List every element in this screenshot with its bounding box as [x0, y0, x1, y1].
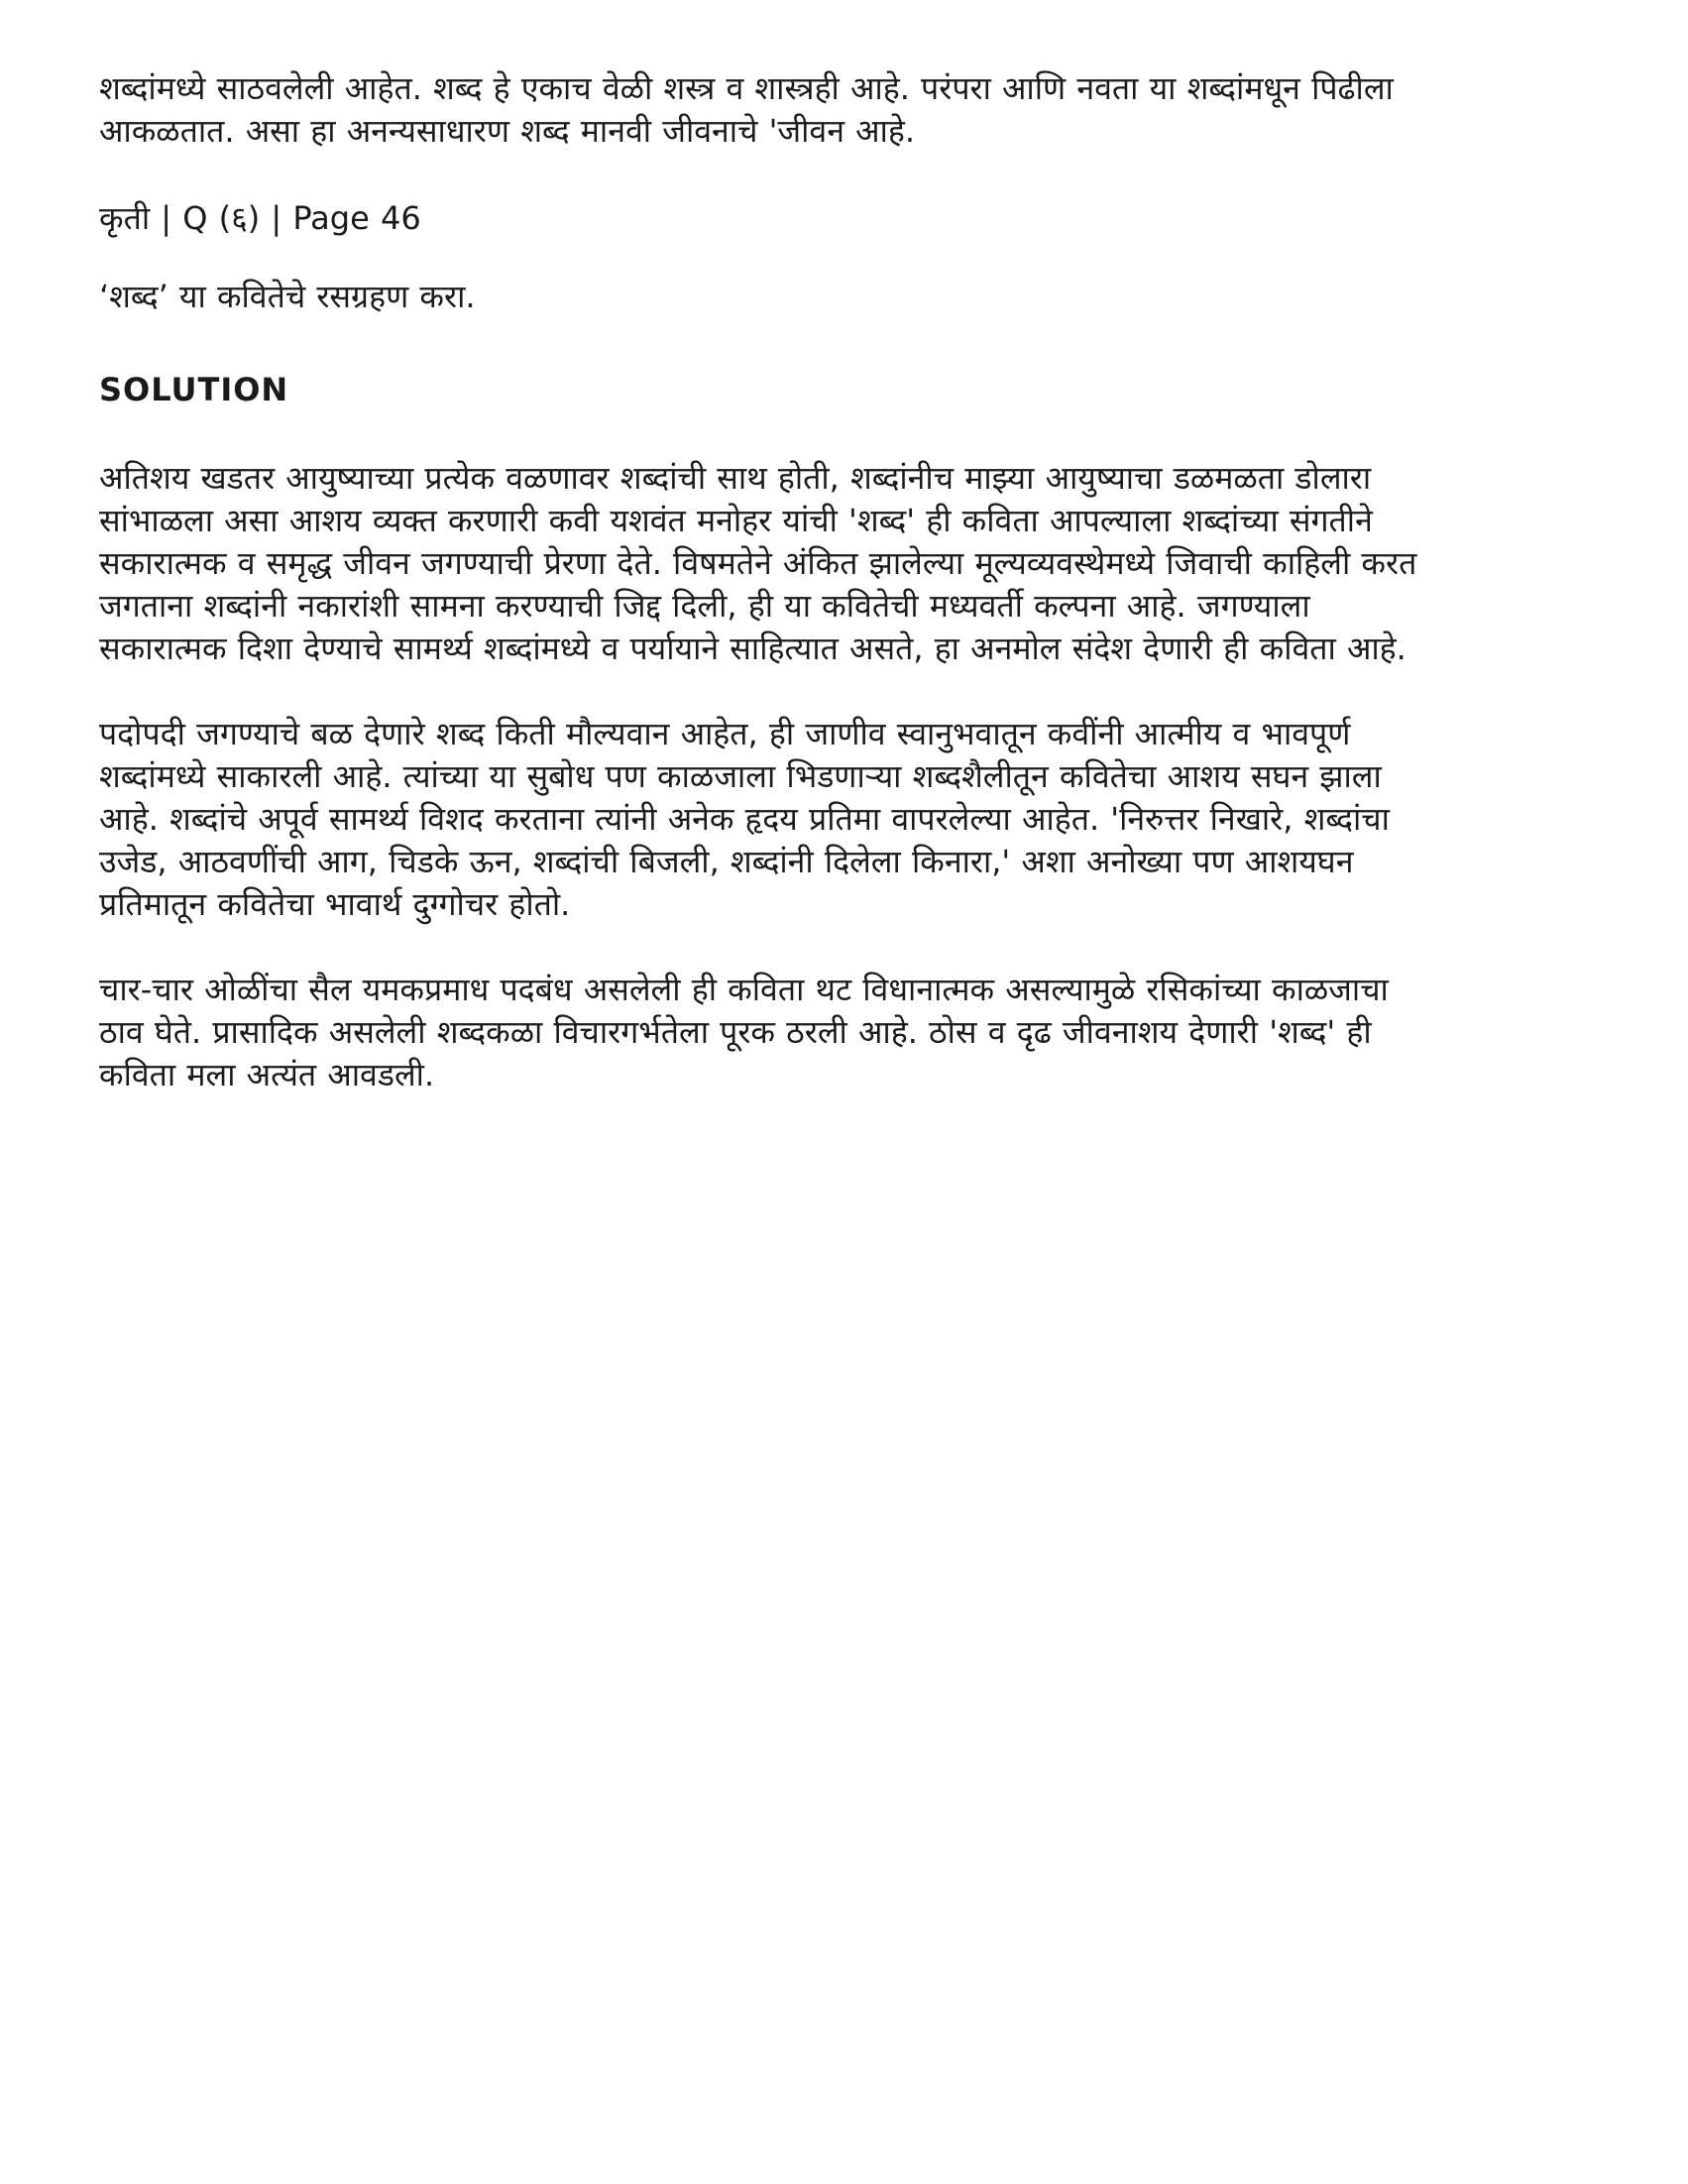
solution-heading: SOLUTION [99, 371, 289, 408]
paragraph-line: अतिशय खडतर आयुष्याच्या प्रत्येक वळणावर शब्दांची साथ होती, शब्दांनीच माझ्या आयुष्याचा डळमळता डोलारा [99, 459, 1372, 497]
intro-paragraph [99, 67, 1606, 153]
intro-line: शब्दांमध्ये साठवलेली आहेत. शब्द हे एकाच वेळी शस्त्र व शास्त्रही आहे. परंपरा आणि नवता या शब्दांमधून पिढीला [99, 69, 1394, 107]
paragraph-line: शब्दांमध्ये साकारली आहे. त्यांच्या या सुबोध पण काळजाला भिडणाऱ्या शब्दशैलीतून कवितेचा आशय सघन झाला [99, 757, 1382, 795]
question-text: ‘शब्द’ या कवितेचे रसग्रहण करा. [99, 278, 476, 315]
paragraph-line: ठाव घेते. प्रासादिक असलेली शब्दकळा विचारगर्भतेला पूरक ठरली आहे. ठोस व दृढ जीवनाशय देणारी 'शब्द' ही [99, 1013, 1372, 1051]
paragraph-line: आहे. शब्दांचे अपूर्व सामर्थ्य विशद करताना त्यांनी अनेक हृदय प्रतिमा वापरलेल्या आहेत. 'निरुत्तर निखारे, शब्दांचा [99, 800, 1390, 838]
paragraph-line: उजेड, आठवणींची आग, चिडके ऊन, शब्दांची बिजली, शब्दांनी दिलेला किनारा,' अशा अनोख्या पण आशयघन [99, 843, 1354, 880]
solution-paragraph-2 [99, 713, 1606, 926]
question-reference: कृती | Q (६) | Page 46 [99, 199, 421, 237]
solution-paragraph-1 [99, 457, 1606, 670]
document-page [99, 67, 1606, 1139]
paragraph-line: चार-चार ओळींचा सैल यमकप्रमाध पदबंध असलेली ही कविता थट विधानात्मक असल्यामुळे रसिकांच्या काळजाचा [99, 971, 1389, 1008]
paragraph-line: सांभाळला असा आशय व्यक्त करणारी कवी यशवंत मनोहर यांची 'शब्द' ही कविता आपल्याला शब्दांच्या संगतीने [99, 502, 1373, 539]
intro-line: आकळतात. असा हा अनन्यसाधारण शब्द मानवी जीवनाचे 'जीवन आहे. [99, 112, 915, 150]
solution-paragraph-3 [99, 969, 1606, 1096]
paragraph-line: जगताना शब्दांनी नकारांशी सामना करण्याची जिद्द दिली, ही या कवितेची मध्यवर्ती कल्पना आहे. जगण्याला [99, 587, 1310, 625]
paragraph-line: सकारात्मक दिशा देण्याचे सामर्थ्य शब्दांमध्ये व पर्यायाने साहित्यात असते, हा अनमोल संदेश देणारी ही कविता आहे. [99, 630, 1407, 667]
paragraph-line: कविता मला अत्यंत आवडली. [99, 1056, 435, 1093]
paragraph-line: पदोपदी जगण्याचे बळ देणारे शब्द किती मौल्यवान आहेत, ही जाणीव स्वानुभवातून कवींनी आत्मीय व भावपूर्ण [99, 715, 1351, 752]
paragraph-line: प्रतिमातून कवितेचा भावार्थ दुग्गोचर होतो. [99, 885, 571, 923]
paragraph-line: सकारात्मक व समृद्ध जीवन जगण्याची प्रेरणा देते. विषमतेने अंकित झालेल्या मूल्यव्यवस्थेमध्ये जिवाची काहिली करत [99, 544, 1417, 582]
